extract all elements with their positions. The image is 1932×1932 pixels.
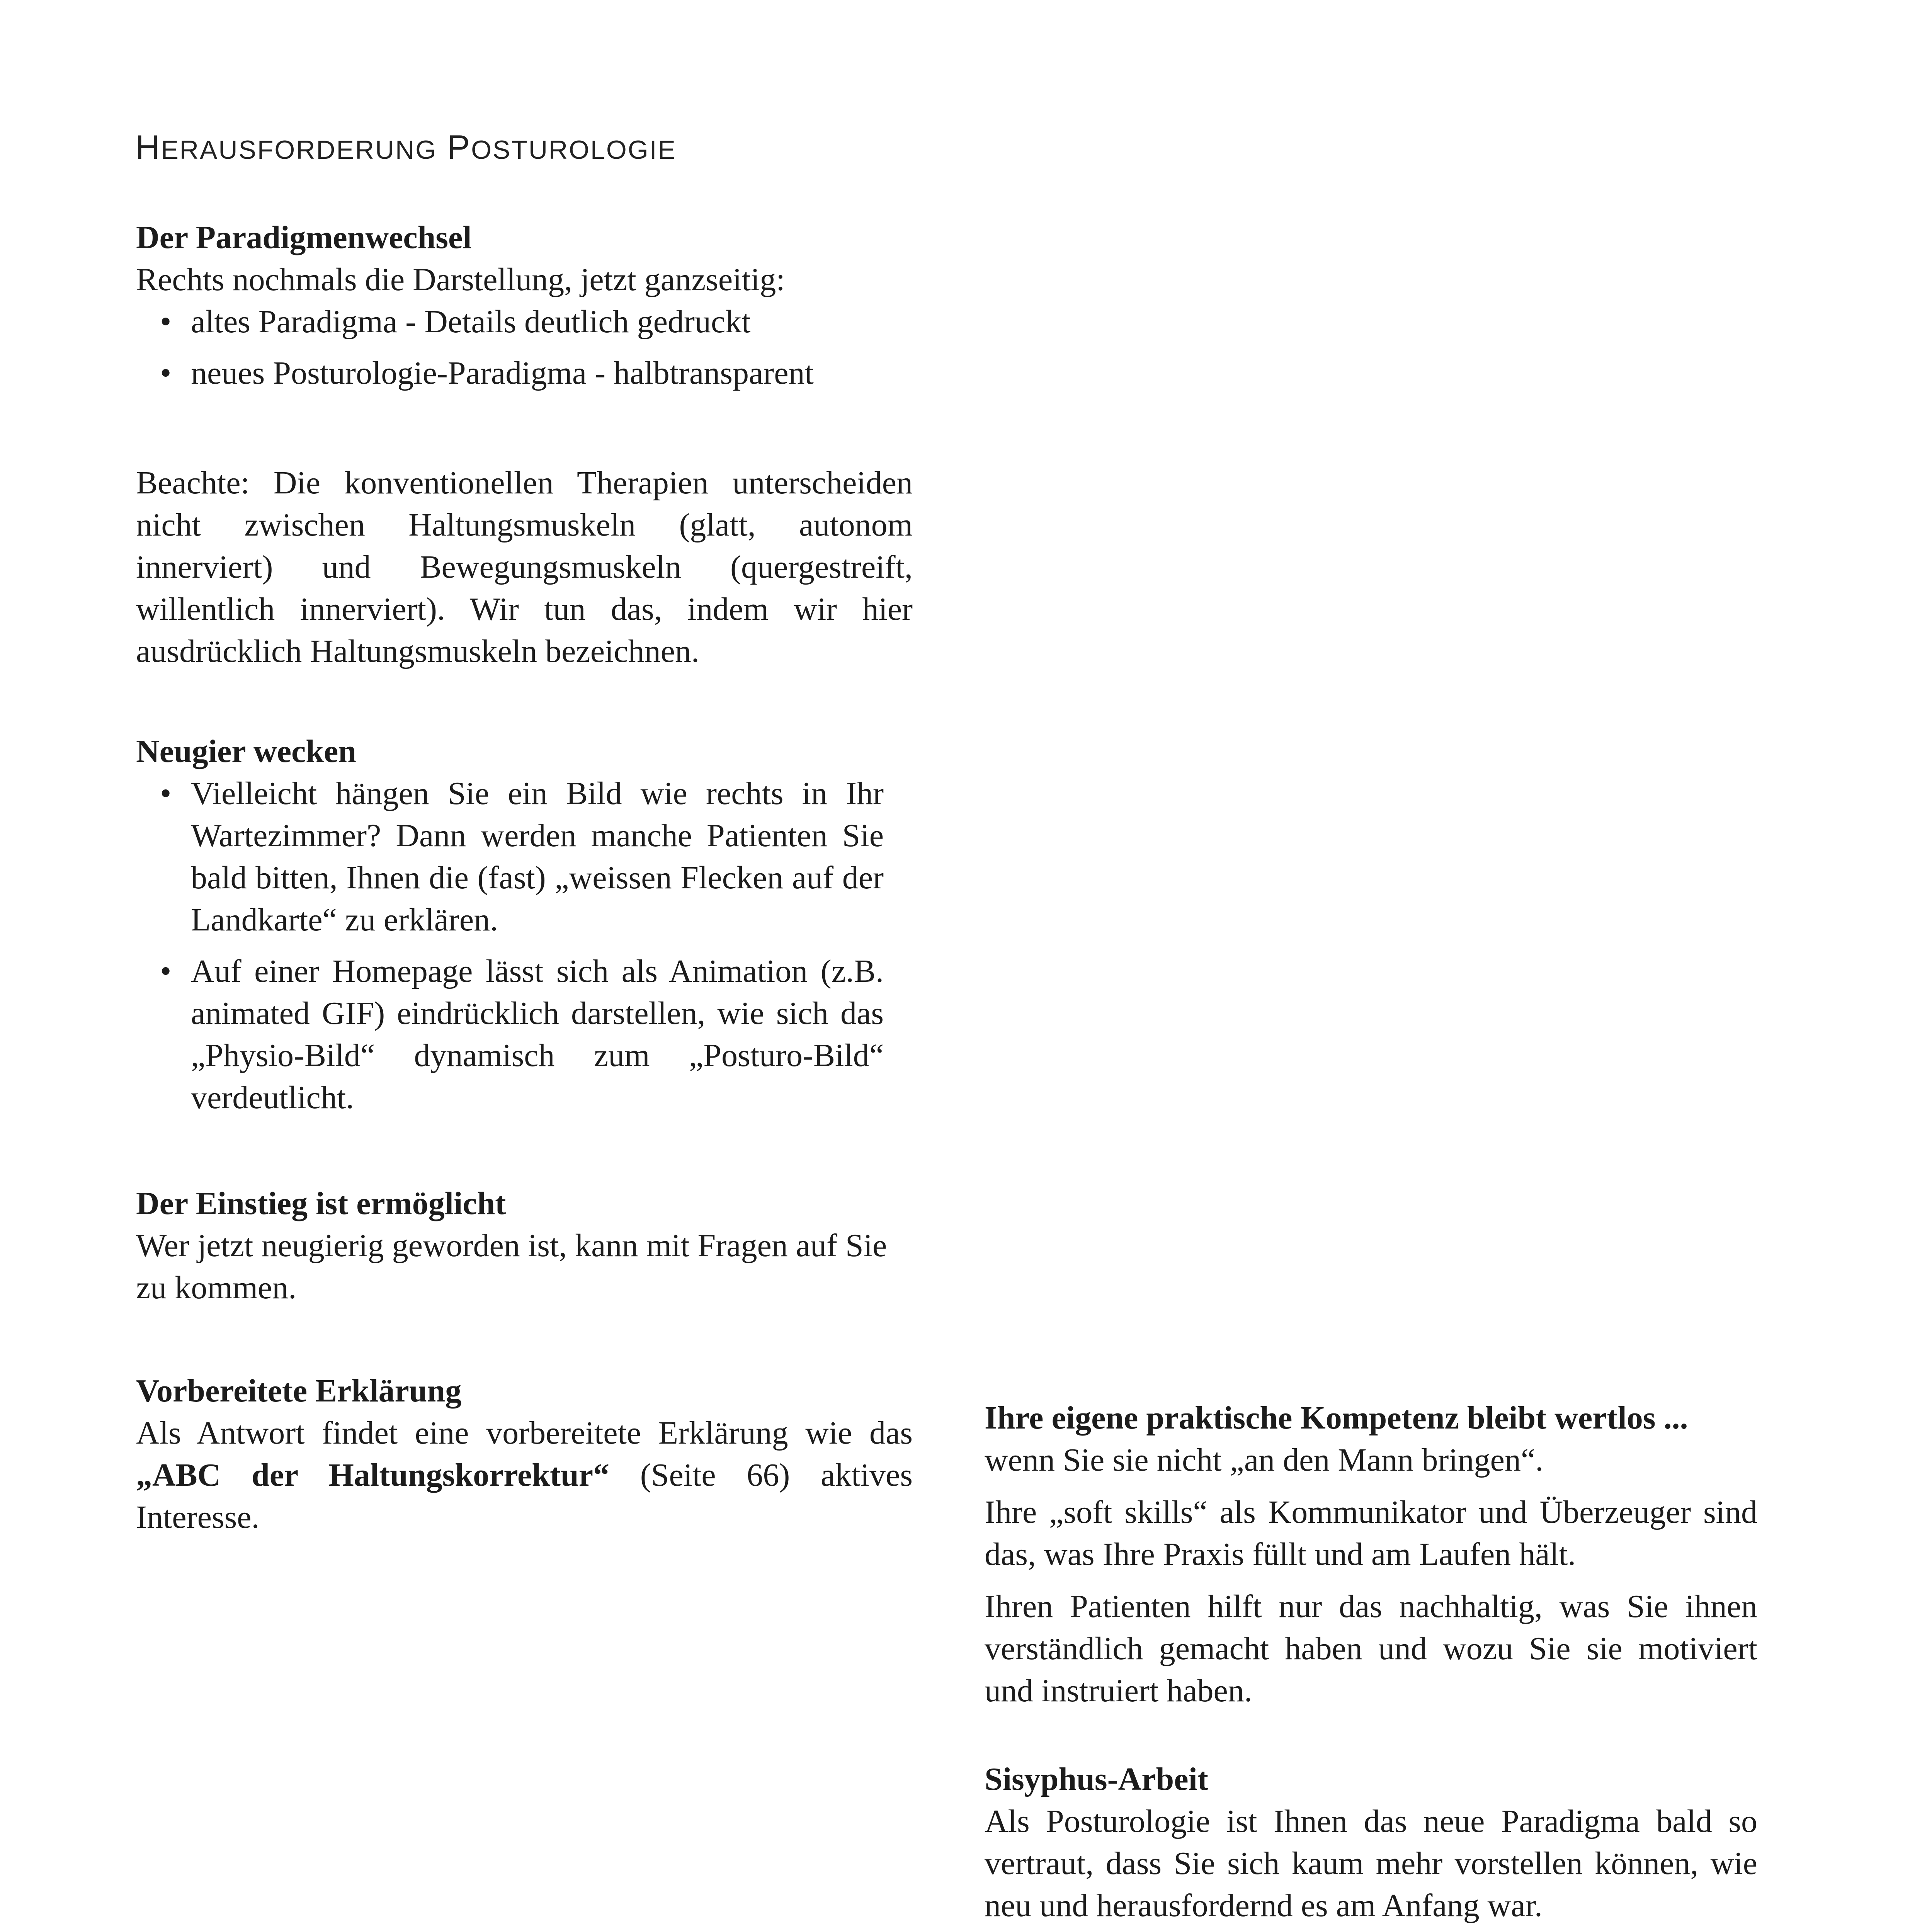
paragraph: Wer jetzt neugierig geworden ist, kann mit Fragen auf Sie zu kommen. bbox=[136, 1228, 887, 1306]
section-paradigm-note bbox=[136, 462, 913, 672]
section-title: Der Paradigmenwechsel bbox=[136, 219, 472, 255]
list-item bbox=[136, 772, 884, 941]
list-item-text: altes Paradigma - Details deutlich gedruckt bbox=[191, 304, 751, 340]
running-head-rest: ERAUSFORDERUNG bbox=[161, 135, 437, 165]
list-item bbox=[136, 950, 884, 1119]
section-title: Neugier wecken bbox=[136, 733, 356, 769]
paragraph: Beachte: Die konventionellen Therapien unterscheiden nicht zwischen Haltungsmuskeln (glatt, autonom innerviert) und Bewegungsmuskeln (quergestreift, willentlich innerviert). Wir tun das, indem wir hier ausdrücklich Haltungsmuskeln bezeichnen. bbox=[136, 465, 913, 669]
section-paradigm bbox=[136, 216, 913, 403]
section-title: Ihre eigene praktische Kompetenz bleibt wertlos ... bbox=[985, 1400, 1688, 1436]
bullet-icon: • bbox=[160, 776, 172, 811]
running-head bbox=[135, 128, 677, 167]
running-head-rest: OSTUROLOGIE bbox=[471, 135, 677, 165]
list-item-text: Auf einer Homepage lässt sich als Animation (z.B. animated GIF) eindrücklich darstellen, wie sich das „Physio-Bild“ dynamisch zum „Posturo-Bild“ verdeutlicht. bbox=[191, 953, 884, 1116]
running-head-word-2 bbox=[447, 129, 676, 166]
section-title: Der Einstieg ist ermöglicht bbox=[136, 1185, 506, 1221]
paragraph: wenn Sie sie nicht „an den Mann bringen“. bbox=[985, 1442, 1544, 1478]
running-head-initial: P bbox=[447, 128, 471, 166]
section-sisyphus bbox=[985, 1758, 1757, 1932]
bullet-list bbox=[136, 301, 913, 394]
text-run: Als Antwort findet eine vorbereitete Erklärung wie das bbox=[136, 1415, 913, 1451]
list-item-text: Vielleicht hängen Sie ein Bild wie rechts in Ihr Wartezimmer? Dann werden manche Patienten Sie bald bitten, Ihnen die (fast) „weissen Flecken auf der Landkarte“ zu erklären. bbox=[191, 776, 884, 938]
section-title: Vorbereitete Erklärung bbox=[136, 1373, 462, 1409]
bullet-icon: • bbox=[160, 953, 172, 989]
section-entry bbox=[136, 1182, 913, 1309]
section-competence bbox=[985, 1397, 1757, 1712]
paragraph: Ihren Patienten hilft nur das nachhaltig, was Sie ihnen verständlich gemacht haben und wozu Sie sie motiviert und instruiert haben. bbox=[985, 1588, 1757, 1709]
bold-run: „ABC der Haltungskorrektur“ bbox=[136, 1457, 610, 1493]
section-curiosity bbox=[136, 730, 913, 1128]
section-explanation bbox=[136, 1370, 913, 1538]
bullet-icon: • bbox=[160, 355, 172, 391]
paragraph: Als Posturologie ist Ihnen das neue Paradigma bald so vertraut, dass Sie sich kaum mehr vorstellen können, wie neu und herausfordernd es am Anfang war. bbox=[985, 1803, 1757, 1923]
section-title: Sisyphus-Arbeit bbox=[985, 1761, 1208, 1797]
paragraph bbox=[136, 1412, 913, 1538]
section-intro: Rechts nochmals die Darstellung, jetzt ganzseitig: bbox=[136, 262, 785, 298]
list-item-text: neues Posturologie-Paradigma - halbtransparent bbox=[191, 355, 814, 391]
bullet-icon: • bbox=[160, 304, 172, 340]
running-head-initial: H bbox=[135, 128, 161, 166]
paragraph: Ihre „soft skills“ als Kommunikator und Überzeuger sind das, was Ihre Praxis füllt und am Laufen hält. bbox=[985, 1494, 1757, 1572]
list-item bbox=[136, 352, 913, 394]
text-run: (Seite 66) aktives Interesse. bbox=[136, 1457, 913, 1535]
bullet-list bbox=[136, 772, 884, 1119]
running-head-word-1 bbox=[135, 129, 437, 166]
list-item bbox=[136, 301, 913, 343]
